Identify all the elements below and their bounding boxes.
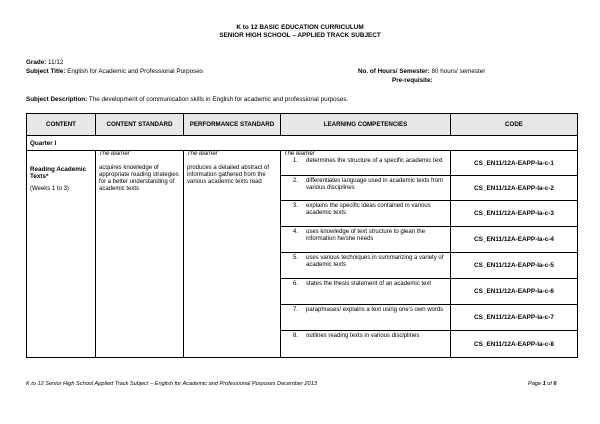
subject-line <box>26 68 203 76</box>
competency-text: uses various techniques in summarizing a variety of academic texts <box>306 255 444 268</box>
table-row <box>27 151 578 176</box>
competency-number: 6. <box>293 281 299 287</box>
competency-number: 8. <box>293 333 299 339</box>
curriculum-table <box>26 113 578 358</box>
grade-label: Grade: <box>26 59 47 66</box>
footer-page-mid: of <box>545 381 554 387</box>
competency-code: CS_EN11/12A-EAPP-Ia-c-6 <box>451 279 578 305</box>
competency-number: 2. <box>293 178 299 184</box>
content-standard-cell <box>96 151 184 358</box>
footer-page-prefix: Page <box>528 381 543 387</box>
header-code: CODE <box>451 114 578 136</box>
performance-standard-cell <box>184 151 281 358</box>
document-header <box>0 24 600 40</box>
header-learning-competencies: LEARNING COMPETENCIES <box>281 114 451 136</box>
competency-text: differentiates language used in academic texts from various disciplines <box>306 178 443 191</box>
competency-text: explains the specific ideas contained in various academic texts <box>306 203 431 216</box>
competency-code: CS_EN11/12A-EAPP-Ia-c-4 <box>451 227 578 253</box>
competency-number: 5. <box>293 255 299 261</box>
grade-value: 11/12 <box>48 59 64 66</box>
grade-line <box>26 59 63 67</box>
content-standard-learner: The learner <box>99 151 130 157</box>
description-label: Subject Description: <box>26 96 88 103</box>
content-cell <box>27 151 96 358</box>
competency-text: uses knowledge of text structure to glean the information he/she needs <box>306 229 426 242</box>
footer-page-total: 6 <box>553 381 557 387</box>
competency-cell <box>281 331 451 358</box>
competency-code: CS_EN11/12A-EAPP-Ia-c-8 <box>451 331 578 358</box>
competency-text: states the thesis statement of an academic text <box>306 281 432 287</box>
competency-text: outlines reading texts in various disciplines <box>306 333 420 339</box>
competency-code: CS_EN11/12A-EAPP-Ia-c-2 <box>451 176 578 201</box>
competency-code: CS_EN11/12A-EAPP-Ia-c-7 <box>451 305 578 331</box>
competency-number: 3. <box>293 203 299 209</box>
competency-cell <box>281 305 451 331</box>
competency-cell <box>281 279 451 305</box>
description-value: The development of communication skills in English for academic and professional purposes. <box>88 96 349 103</box>
competency-cell <box>281 201 451 227</box>
footer-page <box>528 381 557 387</box>
description-line <box>26 96 348 104</box>
competency-number: 7. <box>293 307 299 313</box>
competency-cell <box>281 227 451 253</box>
header-line-1: K to 12 BASIC EDUCATION CURRICULUM <box>236 24 364 31</box>
hours-label: No. of Hours/ Semester: <box>358 68 430 75</box>
header-content-standard: CONTENT STANDARD <box>96 114 184 136</box>
footer-left: K to 12 Senior High School Applied Track Subject – English for Academic and Professional Purposes December 2013 <box>26 381 317 387</box>
prereq-label: Pre-requisite: <box>392 77 433 84</box>
header-line-2: SENIOR HIGH SCHOOL – APPLIED TRACK SUBJECT <box>219 32 381 39</box>
performance-standard-text: produces a detailed abstract of information gathered from the various academic texts read <box>187 165 270 185</box>
competency-cell <box>281 151 451 176</box>
table-header-row <box>27 114 578 136</box>
competency-cell <box>281 253 451 279</box>
performance-standard-learner: The learner <box>187 151 218 157</box>
competency-text: determines the structure of a specific academic text <box>306 158 443 164</box>
competency-text: paraphrases/ explains a text using one's own words <box>306 307 444 313</box>
quarter-label: Quarter I <box>27 136 578 151</box>
competency-learner: The learner <box>284 151 315 157</box>
quarter-row <box>27 136 578 151</box>
hours-line <box>358 68 485 76</box>
competency-code: CS_EN11/12A-EAPP-Ia-c-1 <box>451 151 578 176</box>
competency-cell <box>281 176 451 201</box>
subject-label: Subject Title: <box>26 68 66 75</box>
competency-code: CS_EN11/12A-EAPP-Ia-c-5 <box>451 253 578 279</box>
header-content: CONTENT <box>27 114 96 136</box>
content-title: Reading Academic Texts* <box>30 166 87 180</box>
hours-value: 80 hours/ semester <box>431 68 486 75</box>
footer-page-num: 1 <box>542 381 546 387</box>
competency-number: 4. <box>293 229 299 235</box>
content-standard-text: acquires knowledge of appropriate reading strategies for a better understanding of academic texts <box>99 165 179 192</box>
header-performance-standard: PERFORMANCE STANDARD <box>184 114 281 136</box>
content-weeks: (Weeks 1 to 3) <box>30 186 69 192</box>
subject-value: English for Academic and Professional Purposes <box>67 68 203 75</box>
competency-code: CS_EN11/12A-EAPP-Ia-c-3 <box>451 201 578 227</box>
prereq-line <box>392 77 433 85</box>
competency-number: 1. <box>293 158 299 164</box>
